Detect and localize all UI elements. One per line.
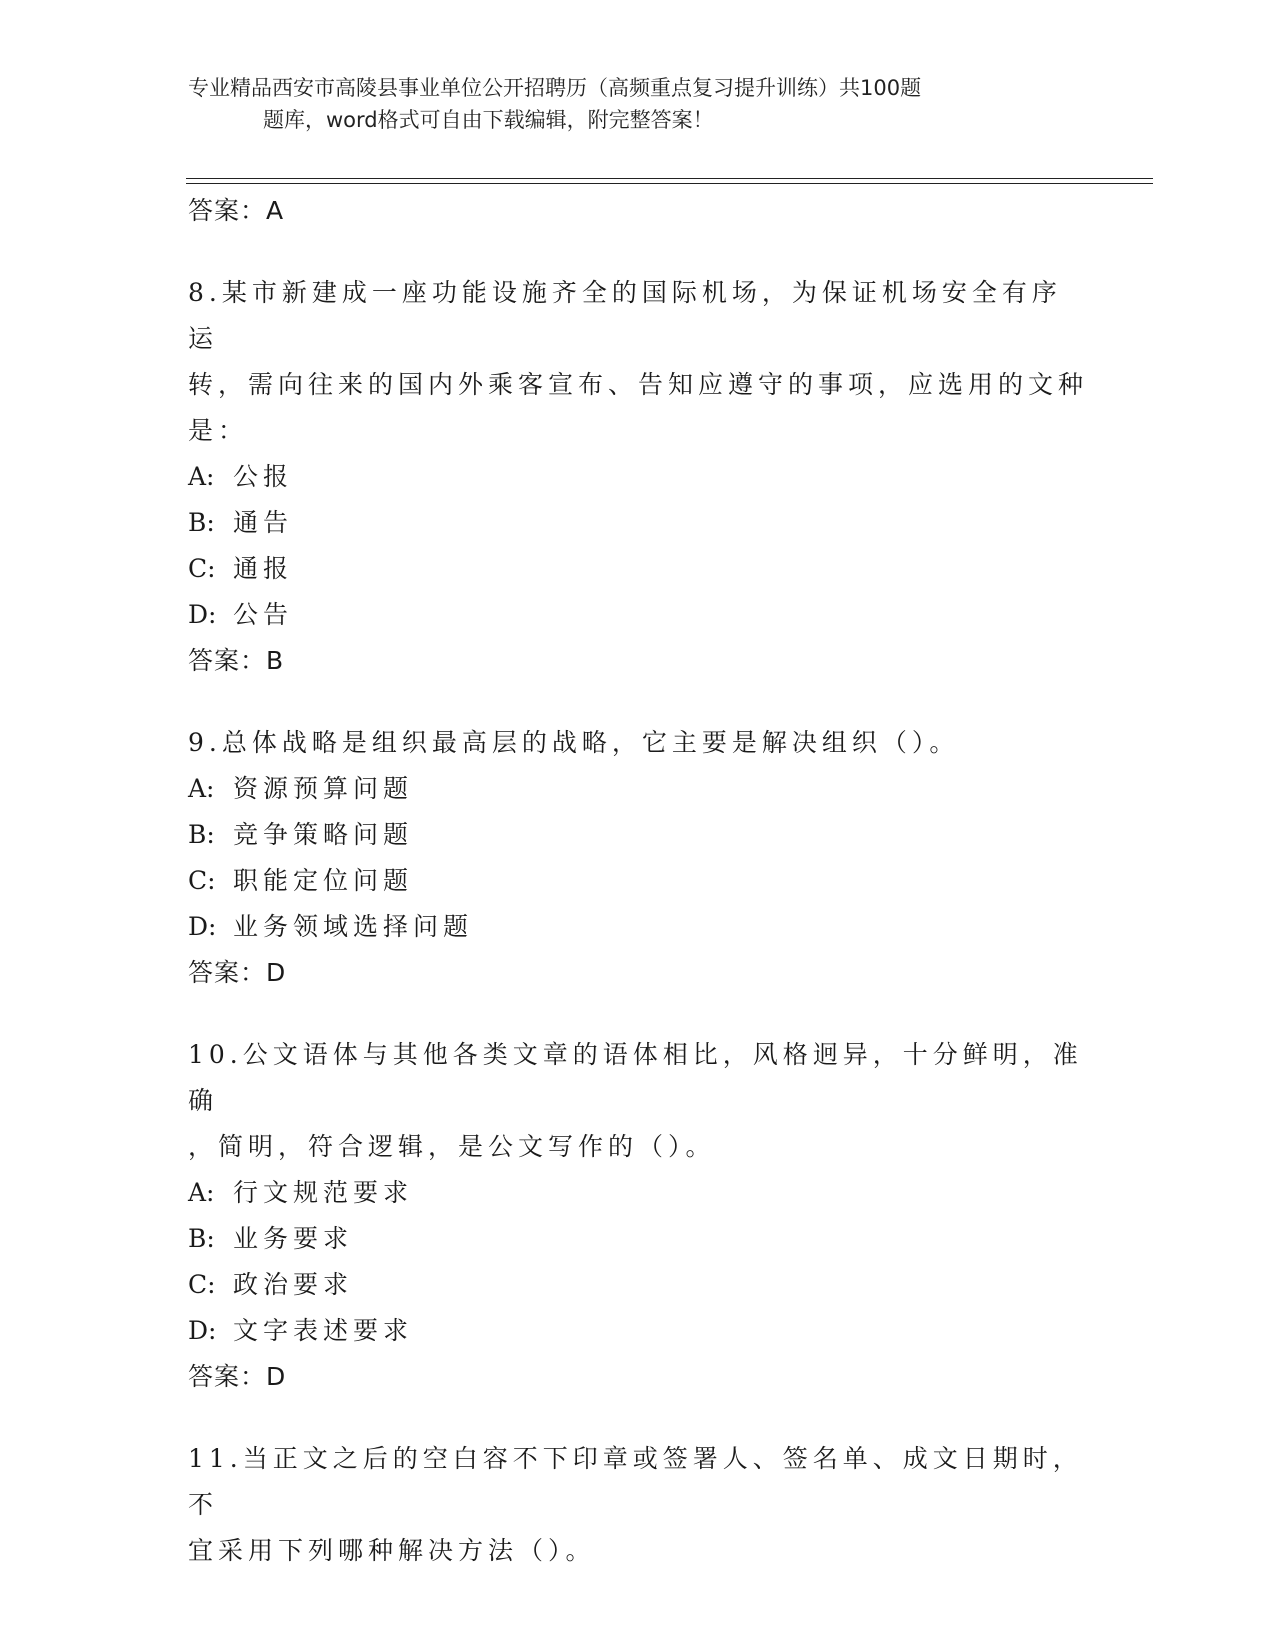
option-text: 公告 — [233, 600, 294, 629]
option-text: 业务要求 — [233, 1224, 354, 1253]
option-label: C: — [188, 1270, 216, 1299]
question-line: ，简明，符合逻辑，是公文写作的（）。 — [188, 1132, 716, 1161]
question-text — [188, 1436, 1088, 1574]
question-text — [188, 270, 1088, 454]
option-text: 通报 — [233, 554, 294, 583]
question-line: 转，需向往来的国内外乘客宣布、告知应遵守的事项，应选用的文种 — [188, 370, 1089, 399]
question-11 — [188, 1436, 1088, 1574]
option-b — [188, 500, 1088, 546]
option-label: C: — [188, 554, 216, 583]
option-d — [188, 904, 1088, 950]
option-label: B: — [188, 820, 215, 849]
option-label: D: — [188, 912, 217, 941]
option-label: B: — [188, 508, 215, 537]
header-rule-top — [186, 178, 1153, 179]
header-rule-bottom — [186, 183, 1153, 184]
question-10 — [188, 1032, 1088, 1400]
option-b — [188, 1216, 1088, 1262]
header-line-1: 专业精品西安市高陵县事业单位公开招聘历（高频重点复习提升训练）共100题 — [188, 76, 922, 100]
question-9 — [188, 720, 1088, 996]
option-a — [188, 766, 1088, 812]
option-label: A: — [188, 462, 215, 491]
header-line-2: 题库，word格式可自由下载编辑，附完整答案！ — [263, 108, 714, 132]
option-a — [188, 454, 1088, 500]
question-line: 9.总体战略是组织最高层的战略，它主要是解决组织（）。 — [188, 728, 960, 757]
question-line: 11.当正文之后的空白容不下印章或签署人、签名单、成文日期时，不 — [188, 1444, 1083, 1519]
answer-line: 答案：A — [188, 196, 285, 225]
option-c — [188, 546, 1088, 592]
option-a — [188, 1170, 1088, 1216]
answer-line: 答案：D — [188, 1362, 287, 1391]
option-text: 业务领域选择问题 — [233, 912, 474, 941]
page-header — [188, 72, 1088, 136]
option-label: D: — [188, 1316, 217, 1345]
option-label: D: — [188, 600, 217, 629]
option-text: 政治要求 — [233, 1270, 354, 1299]
question-line: 宜采用下列哪种解决方法（）。 — [188, 1536, 596, 1565]
question-line: 是： — [188, 416, 249, 445]
option-text: 行文规范要求 — [233, 1178, 414, 1207]
question-line: 10.公文语体与其他各类文章的语体相比，风格迥异，十分鲜明，准确 — [188, 1040, 1083, 1115]
option-b — [188, 812, 1088, 858]
option-text: 公报 — [233, 462, 294, 491]
question-text — [188, 720, 1088, 766]
option-label: B: — [188, 1224, 215, 1253]
option-text: 文字表述要求 — [233, 1316, 414, 1345]
option-c — [188, 1262, 1088, 1308]
option-label: C: — [188, 866, 216, 895]
option-c — [188, 858, 1088, 904]
answer-line: 答案：B — [188, 646, 285, 675]
document-body — [188, 188, 1088, 1574]
option-text: 竞争策略问题 — [233, 820, 414, 849]
answer-line: 答案：D — [188, 958, 287, 987]
question-text — [188, 1032, 1088, 1170]
option-label: A: — [188, 774, 215, 803]
option-d — [188, 592, 1088, 638]
option-d — [188, 1308, 1088, 1354]
option-text: 资源预算问题 — [233, 774, 414, 803]
question-line: 8.某市新建成一座功能设施齐全的国际机场，为保证机场安全有序运 — [188, 278, 1062, 353]
option-label: A: — [188, 1178, 215, 1207]
question-8 — [188, 270, 1088, 684]
option-text: 通告 — [233, 508, 294, 537]
option-text: 职能定位问题 — [233, 866, 414, 895]
